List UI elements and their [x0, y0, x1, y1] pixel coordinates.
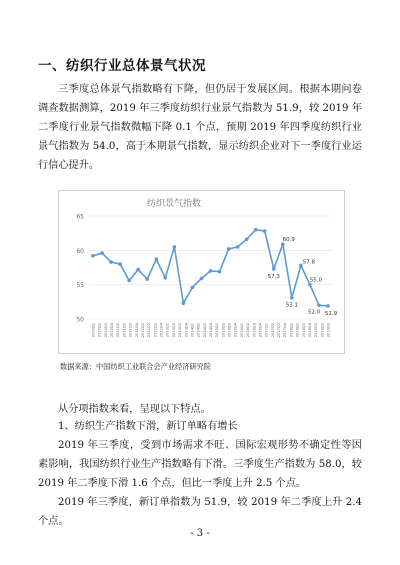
y-tick-label: 55: [76, 282, 84, 290]
x-tick-label: 2017Q2: [270, 323, 275, 338]
x-tick-label: 2017Q4: [283, 323, 288, 338]
x-tick-label: 2010Q2: [97, 323, 102, 338]
data-point: [227, 247, 231, 251]
data-point: [254, 228, 258, 232]
x-tick-label: 2011Q4: [134, 323, 139, 338]
x-tick-label: 2018Q4: [307, 323, 312, 338]
x-tick-label: 2014Q4: [209, 323, 213, 338]
paragraph-subheading: 1、纺织生产指数下滑，新订单略有增长: [58, 421, 238, 432]
x-tick-label: 2019Q3: [326, 323, 331, 338]
data-point: [218, 270, 222, 274]
x-tick-label: 2017Q3: [277, 323, 282, 338]
data-label: 53.1: [285, 302, 298, 309]
data-point: [145, 277, 149, 281]
x-tick-label: 2013Q3: [178, 323, 183, 338]
data-source: 数据来源：中国纺织工业联合会产业经济研究院: [60, 362, 211, 371]
x-tick-label: 2014Q2: [196, 323, 201, 338]
data-point: [91, 254, 95, 258]
x-tick-label: 2012Q2: [147, 323, 152, 338]
x-tick-label: 2017Q1: [264, 323, 269, 338]
data-label: 60.9: [282, 237, 295, 244]
line-chart: [59, 191, 344, 353]
x-tick-label: 2011Q1: [116, 323, 121, 338]
x-tick-label: 2018Q3: [301, 323, 306, 338]
data-label: 55.0: [309, 277, 323, 284]
data-label: 52.0: [307, 309, 321, 316]
data-point: [173, 245, 177, 249]
data-point: [182, 301, 186, 305]
x-tick-label: 2015Q4: [233, 323, 238, 338]
x-tick-label: 2013Q1: [165, 323, 170, 338]
x-tick-label: 2015Q2: [221, 323, 226, 338]
paragraph-new-orders: 2019 年三季度，新订单指数为 51.9，较 2019 年二季度上升 2.4 个点。: [38, 497, 362, 527]
x-tick-label: 2016Q2: [246, 323, 251, 338]
paragraph-subindex-intro: 从分项指数来看，呈现以下特点。: [58, 404, 211, 415]
chart-container: [58, 190, 345, 354]
data-point: [245, 238, 249, 242]
x-tick-label: 2012Q3: [153, 323, 158, 338]
data-point: [209, 269, 213, 273]
data-label: 51.9: [324, 310, 338, 317]
y-tick-label: 65: [76, 213, 84, 221]
x-tick-label: 2014Q3: [202, 323, 207, 338]
x-tick-label: 2014Q1: [190, 323, 195, 338]
data-label: 57.3: [267, 273, 280, 280]
data-point: [191, 286, 195, 290]
data-point: [100, 251, 104, 255]
section-title: 一、纺织行业总体景气状况: [38, 58, 206, 74]
data-label: 57.8: [302, 259, 316, 266]
paragraph-production: 2019 年三季度，受到市场需求不旺、国际宏观形势不确定性等因素影响，我国纺织行业生产指数略有下滑。三季度生产指数为 58.0，较 2019 年二季度下滑 1.6 个点，但比一季度上升 2.5 个点。: [38, 440, 362, 489]
x-tick-label: 2011Q3: [128, 323, 133, 338]
x-tick-label: 2013Q2: [171, 323, 176, 338]
x-tick-label: 2016Q4: [258, 323, 263, 338]
y-tick-label: 60: [76, 247, 84, 255]
y-tick-label: 50: [76, 316, 84, 324]
page-number: - 3 -: [190, 528, 210, 539]
x-tick-label: 2015Q1: [215, 323, 220, 338]
chart-title: 纺织景气指数: [147, 199, 202, 209]
x-tick-label: 2012Q4: [159, 323, 164, 338]
paragraph-overview: 三季度总体景气指数略有下降，但仍居于发展区间。根据本期问卷调查数据测算，2019 年三季度纺织行业景气指数为 51.9，较 2019 年二季度行业景气指数微幅下降 0.1 个点，预期 2019 年四季度纺织行业景气指数为 54.0，高于本期景气指数，显示纺织企业对下一季度行业运行信心提升。: [38, 84, 362, 171]
data-point: [154, 257, 158, 261]
x-tick-label: 2011Q2: [122, 323, 127, 338]
data-point: [118, 262, 122, 266]
data-point: [290, 296, 294, 300]
data-point: [200, 277, 204, 281]
x-tick-label: 2018Q1: [289, 323, 294, 338]
data-point: [236, 245, 240, 249]
x-tick-label: 2013Q4: [184, 323, 189, 338]
x-tick-label: 2018Q2: [295, 323, 300, 338]
x-tick-label: 2010Q3: [103, 323, 108, 338]
x-tick-label: 2016Q1: [239, 323, 244, 338]
data-point: [136, 268, 140, 272]
data-point: [317, 303, 321, 307]
x-tick-label: 2012Q1: [140, 323, 145, 338]
data-point: [127, 279, 131, 283]
data-point: [263, 229, 267, 233]
x-tick-label: 2019Q1: [314, 323, 319, 338]
data-point: [109, 260, 113, 264]
x-tick-label: 2015Q3: [227, 323, 232, 338]
x-tick-label: 2010Q4: [110, 323, 115, 338]
data-point: [326, 304, 330, 308]
x-tick-label: 2010Q1: [91, 323, 96, 338]
x-tick-label: 2016Q3: [252, 323, 257, 338]
data-point: [272, 267, 276, 271]
data-point: [164, 276, 168, 280]
x-tick-label: 2019Q2: [320, 323, 325, 338]
